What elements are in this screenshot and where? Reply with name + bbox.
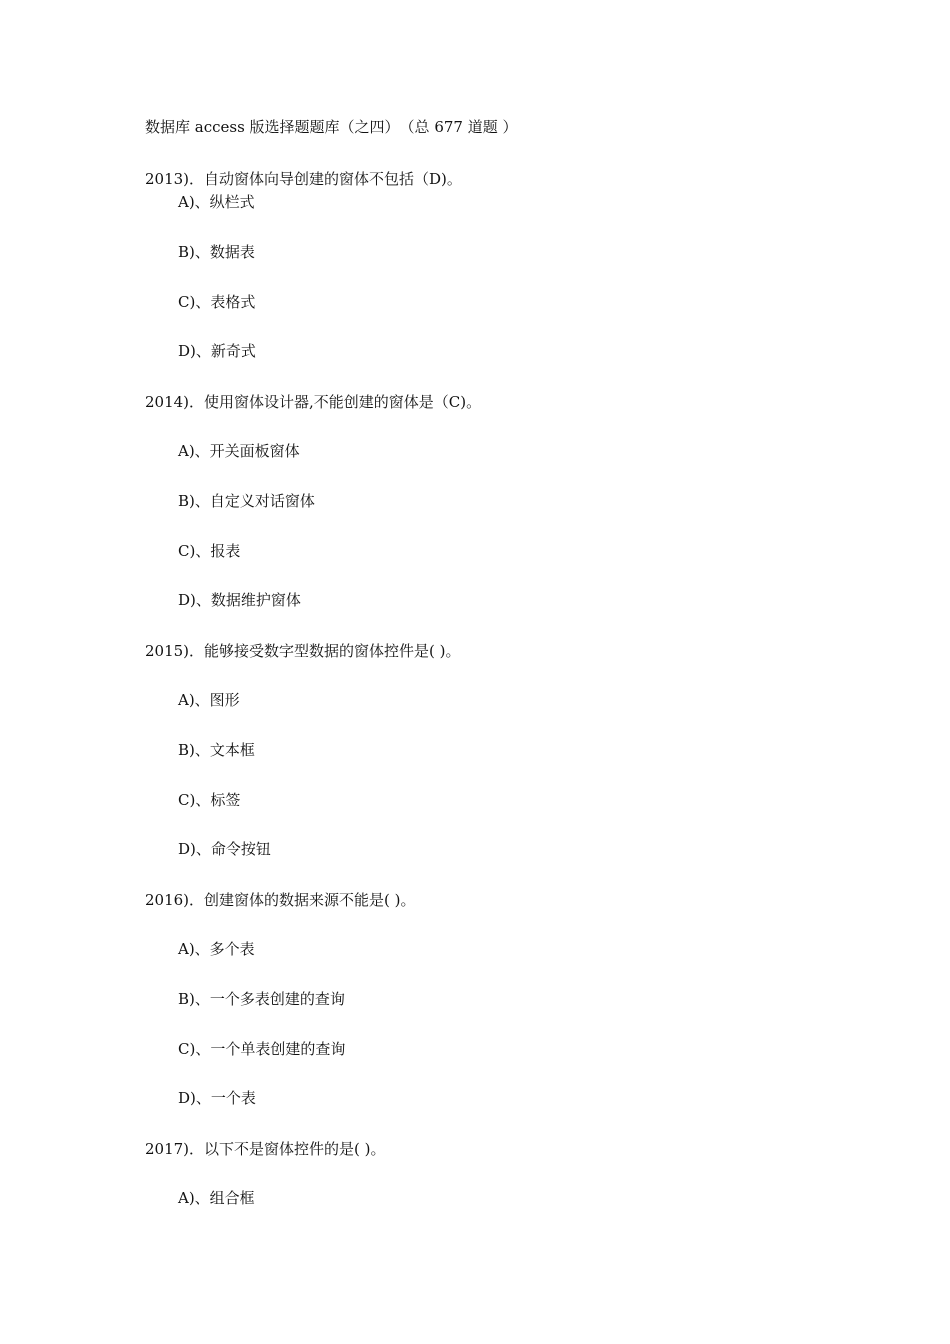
question-2016-option-a: A)、多个表 [178, 940, 255, 958]
question-2014-option-a: A)、开关面板窗体 [178, 442, 300, 460]
question-2013-stem: 2013)．自动窗体向导创建的窗体不包括（D)。 [145, 170, 462, 188]
question-2016-option-d: D)、一个表 [178, 1089, 256, 1107]
question-2014-option-c: C)、报表 [178, 542, 241, 560]
question-2017-stem: 2017)．以下不是窗体控件的是( )。 [145, 1140, 386, 1158]
question-2017-option-a: A)、组合框 [178, 1189, 255, 1207]
question-2015-option-a: A)、图形 [178, 691, 240, 709]
question-2014-stem: 2014)．使用窗体设计器,不能创建的窗体是（C)。 [145, 393, 482, 411]
question-2015-option-c: C)、标签 [178, 791, 241, 809]
question-2016-option-b: B)、一个多表创建的查询 [178, 990, 345, 1008]
question-2014-option-d: D)、数据维护窗体 [178, 591, 301, 609]
question-2015-option-d: D)、命令按钮 [178, 840, 271, 858]
question-2016-option-c: C)、一个单表创建的查询 [178, 1040, 346, 1058]
question-2015-option-b: B)、文本框 [178, 741, 255, 759]
question-2013-option-d: D)、新奇式 [178, 342, 256, 360]
question-2016-stem: 2016)．创建窗体的数据来源不能是( )。 [145, 891, 416, 909]
question-2015-stem: 2015)．能够接受数字型数据的窗体控件是( )。 [145, 642, 461, 660]
question-2013-option-b: B)、数据表 [178, 243, 255, 261]
document-title: 数据库 access 版选择题题库（之四） （总 677 道题 ） [145, 118, 518, 136]
question-2014-option-b: B)、自定义对话窗体 [178, 492, 315, 510]
question-2013-option-a: A)、纵栏式 [178, 193, 255, 211]
question-2013-option-c: C)、表格式 [178, 293, 256, 311]
